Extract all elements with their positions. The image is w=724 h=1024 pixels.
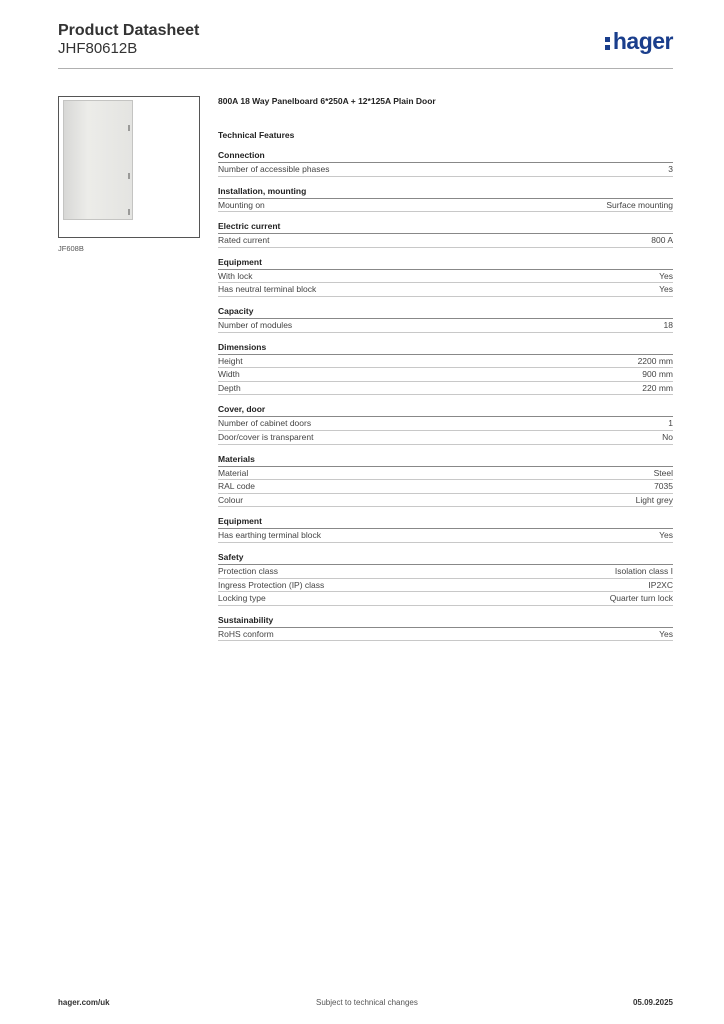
spec-label: Door/cover is transparent (218, 431, 314, 442)
spec-label: Number of cabinet doors (218, 418, 312, 429)
spec-section (218, 257, 673, 297)
spec-label: Protection class (218, 565, 278, 576)
section-title: Materials (218, 454, 673, 467)
spec-section (218, 404, 673, 444)
section-title: Capacity (218, 306, 673, 319)
spec-label: Has neutral terminal block (218, 284, 317, 295)
spec-row (218, 163, 673, 177)
spec-value: Yes (659, 628, 673, 639)
spec-row (218, 417, 673, 431)
spec-value: 2200 mm (637, 355, 673, 366)
spec-label: With lock (218, 270, 253, 281)
footer-website: hager.com/uk (58, 998, 110, 1007)
cabinet-hinge-icon (128, 209, 130, 215)
header-divider (58, 68, 673, 69)
specifications (218, 96, 673, 641)
spec-label: Width (218, 369, 240, 380)
spec-section (218, 221, 673, 248)
spec-section (218, 342, 673, 396)
section-title: Sustainability (218, 615, 673, 628)
page-title: Product Datasheet (58, 22, 200, 39)
spec-label: Ingress Protection (IP) class (218, 579, 325, 590)
spec-value: Light grey (635, 494, 673, 505)
spec-row (218, 431, 673, 445)
logo-colon-icon (605, 34, 611, 50)
spec-row (218, 368, 673, 382)
spec-value: Yes (659, 270, 673, 281)
spec-row (218, 565, 673, 579)
spec-label: Material (218, 467, 249, 478)
brand-logo (605, 28, 673, 54)
spec-row (218, 382, 673, 396)
spec-label: Mounting on (218, 199, 265, 210)
spec-label: Depth (218, 382, 241, 393)
spec-row (218, 319, 673, 333)
product-reference: JHF80612B (58, 40, 138, 57)
section-title: Cover, door (218, 404, 673, 417)
spec-section (218, 306, 673, 333)
spec-label: Rated current (218, 235, 270, 246)
spec-label: Locking type (218, 593, 266, 604)
spec-row (218, 480, 673, 494)
spec-section (218, 552, 673, 606)
spec-row (218, 592, 673, 606)
spec-row (218, 628, 673, 642)
spec-sections (218, 150, 673, 641)
spec-value: IP2XC (648, 579, 673, 590)
section-title: Safety (218, 552, 673, 565)
spec-row (218, 283, 673, 297)
section-title: Electric current (218, 221, 673, 234)
section-title: Equipment (218, 516, 673, 529)
spec-value: 900 mm (642, 369, 673, 380)
spec-section (218, 186, 673, 213)
spec-section (218, 454, 673, 508)
spec-label: Number of accessible phases (218, 164, 330, 174)
footer-notice: Subject to technical changes (316, 998, 418, 1007)
features-heading: Technical Features (218, 130, 295, 140)
spec-section (218, 516, 673, 543)
spec-row (218, 199, 673, 213)
spec-value: Steel (653, 467, 673, 478)
section-title: Dimensions (218, 342, 673, 355)
product-description: 800A 18 Way Panelboard 6*250A + 12*125A Plain Door (218, 96, 436, 106)
spec-label: Number of modules (218, 319, 293, 330)
spec-label: RAL code (218, 481, 256, 492)
image-caption: JF608B (58, 244, 84, 253)
spec-label: Has earthing terminal block (218, 530, 321, 541)
cabinet-hinge-icon (128, 173, 130, 179)
spec-value: 800 A (651, 235, 673, 246)
spec-value: 3 (668, 164, 673, 174)
spec-section (218, 615, 673, 642)
product-image (58, 96, 200, 238)
spec-value: No (662, 431, 673, 442)
spec-value: Yes (659, 530, 673, 541)
spec-row (218, 270, 673, 284)
spec-value: Quarter turn lock (609, 593, 673, 604)
spec-value: Yes (659, 284, 673, 295)
cabinet-illustration (63, 100, 133, 220)
spec-row (218, 494, 673, 508)
brand-logo-text: hager (612, 28, 673, 54)
spec-value: Surface mounting (606, 199, 673, 210)
spec-row (218, 234, 673, 248)
spec-row (218, 579, 673, 593)
section-title: Installation, mounting (218, 186, 673, 199)
spec-value: 1 (668, 418, 673, 429)
spec-value: 18 (663, 319, 673, 330)
spec-value: 220 mm (642, 382, 673, 393)
spec-row (218, 467, 673, 481)
spec-label: RoHS conform (218, 628, 274, 639)
spec-label: Colour (218, 494, 244, 505)
spec-value: Isolation class I (614, 565, 673, 576)
footer-date: 05.09.2025 (632, 998, 673, 1007)
section-title: Connection (218, 150, 673, 163)
spec-value: 7035 (654, 481, 673, 492)
cabinet-hinge-icon (128, 125, 130, 131)
spec-section (218, 150, 673, 177)
spec-row (218, 529, 673, 543)
spec-label: Height (218, 355, 243, 366)
spec-row (218, 355, 673, 369)
section-title: Equipment (218, 257, 673, 270)
